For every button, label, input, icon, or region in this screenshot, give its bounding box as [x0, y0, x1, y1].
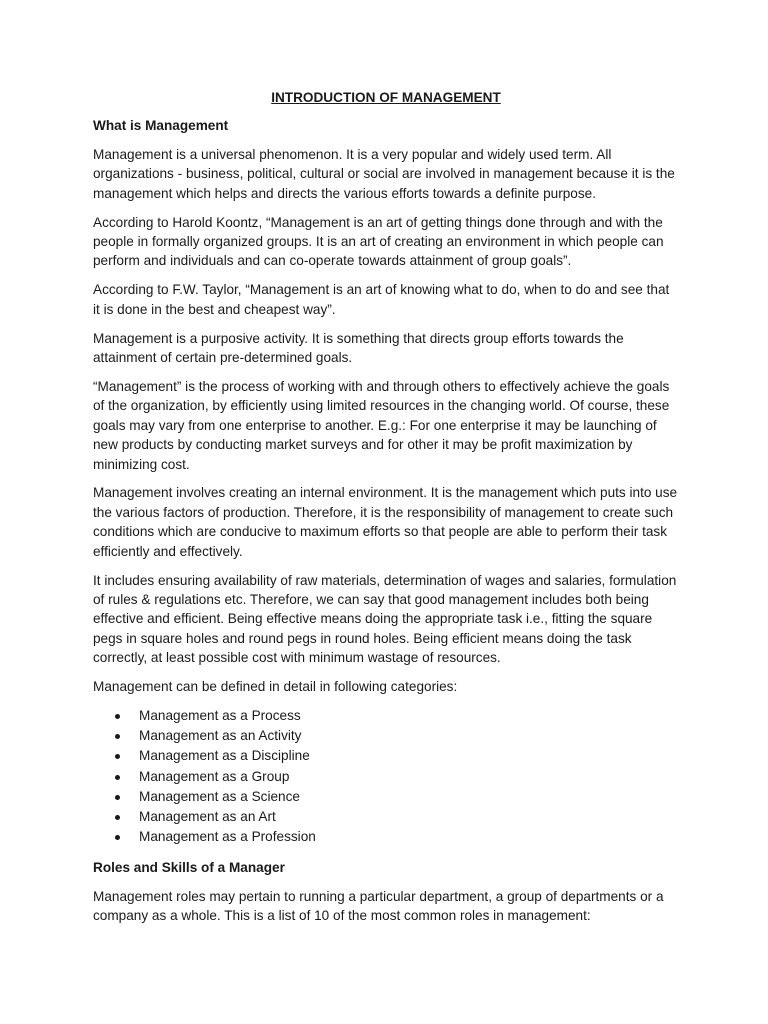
list-item-label: Management as a Discipline: [139, 748, 310, 764]
paragraph: Management involves creating an internal environment. It is the management which puts into use the various factors of production. Therefore, it is the responsibility of management to create such conditions which are conducive to maximum efforts so that people are able to perform their task efficiently and effectively.: [93, 485, 678, 559]
paragraph: According to Harold Koontz, “Management is an art of getting things done through and with the people in formally organized groups. It is an art of creating an environment in which people can perform and individuals and can co-operate towards attainment of group goals”.: [93, 214, 664, 269]
list-item-label: Management as a Process: [139, 707, 301, 723]
list-item-label: Management as an Art: [139, 808, 276, 824]
bullet-icon: [115, 754, 120, 759]
paragraph: “Management” is the process of working with and through others to effectively achieve the goals of the organization, by efficiently using limited resources in the changing world. Of course, these goals may vary from one enterprise to another. E.g.: For one enterprise it may be launching of new products by conducting market surveys and for other it may be profit maximization by minimizing cost.: [93, 378, 670, 472]
paragraph: Management roles may pertain to running a particular department, a group of departments or a company as a whole. This is a list of 10 of the most common roles in management:: [93, 888, 664, 924]
paragraph: According to F.W. Taylor, “Management is an art of knowing what to do, when to do and see that it is done in the best and cheapest way”.: [93, 282, 670, 317]
bullet-icon: [115, 815, 120, 820]
paragraph: Management can be defined in detail in following categories:: [93, 679, 458, 695]
bullet-icon: [115, 734, 120, 739]
bullet-icon: [115, 795, 120, 800]
bullet-icon: [115, 775, 120, 780]
list-item: [93, 706, 679, 726]
section-heading-roles-and-skills: Roles and Skills of a Manager: [93, 860, 285, 876]
list-item-label: Management as a Group: [139, 768, 290, 784]
list-item: [93, 767, 679, 787]
paragraph: Management is a purposive activity. It is something that directs group efforts towards the attainment of certain pre-determined goals.: [93, 330, 624, 365]
bullet-icon: [115, 835, 120, 840]
list-item: [93, 726, 679, 746]
list-item: [93, 807, 679, 827]
management-categories-list: [93, 706, 679, 847]
list-item-label: Management as a Science: [139, 788, 300, 804]
document-page: [93, 88, 679, 935]
list-item-label: Management as a Profession: [139, 829, 316, 845]
list-item: [93, 746, 679, 766]
list-item-label: Management as an Activity: [139, 728, 302, 744]
paragraph: It includes ensuring availability of raw materials, determination of wages and salaries, formulation of rules & regulations etc. Therefore, we can say that good management includes both being effective and efficient. Being effective means doing the appropriate task i.e., fitting the square pegs in square holes and round pegs in round holes. Being efficient means doing the task correctly, at least possible cost with minimum wastage of resources.: [93, 572, 677, 666]
bullet-icon: [115, 714, 120, 719]
list-item: [93, 787, 679, 807]
paragraph: Management is a universal phenomenon. It is a very popular and widely used term. All organizations - business, political, cultural or social are involved in management because it is the management which helps and directs the various efforts towards a definite purpose.: [93, 146, 675, 201]
section-heading-what-is-management: What is Management: [93, 118, 229, 134]
list-item: [93, 827, 679, 847]
document-title: INTRODUCTION OF MANAGEMENT: [271, 90, 501, 105]
